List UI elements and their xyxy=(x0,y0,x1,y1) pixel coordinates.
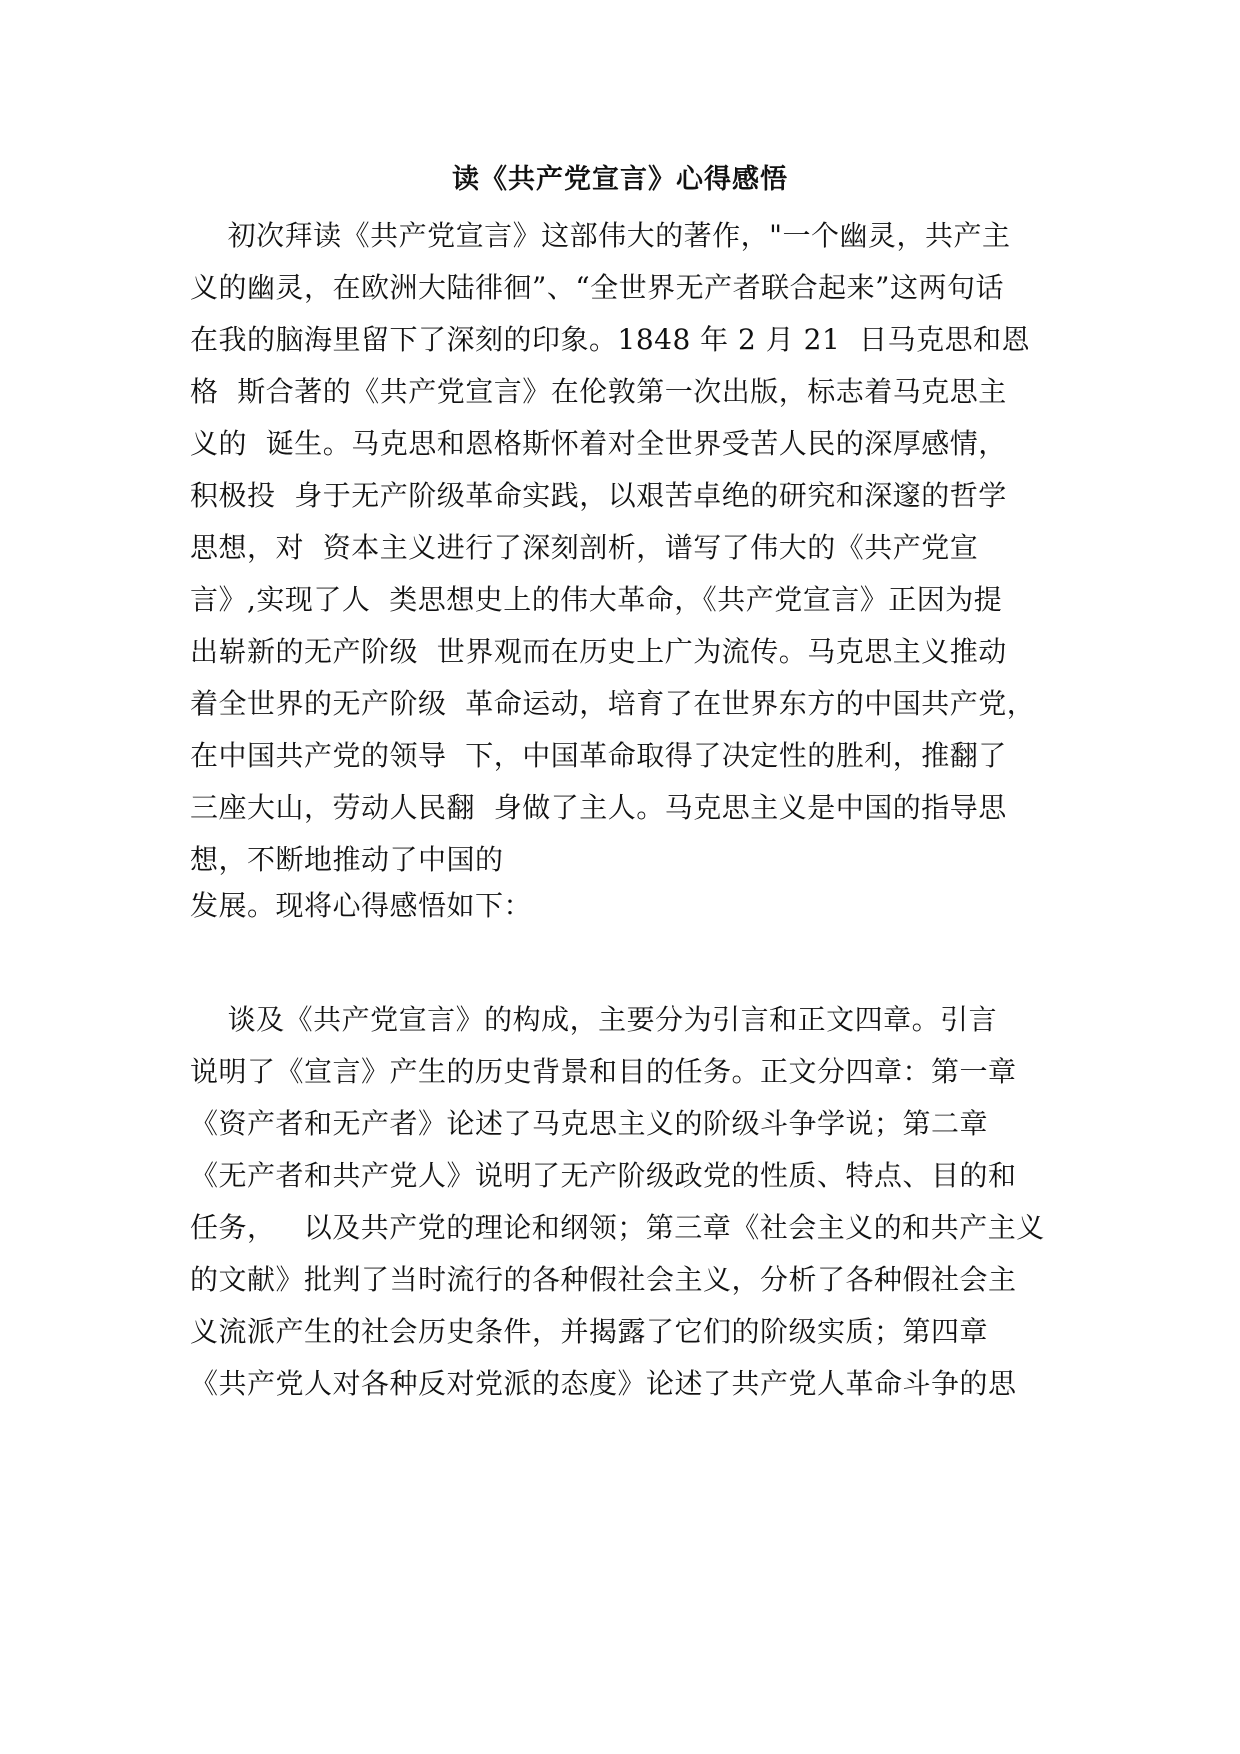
paragraph-line: 说明了《宣言》产生的历史背景和目的任务。正文分四章：第一章 xyxy=(190,1055,1017,1088)
paragraph-line: 三座大山，劳动人民翻 身做了主人。马克思主义是中国的指导思 xyxy=(190,791,1007,824)
paragraph-line: 在我的脑海里留下了深刻的印象。1848 年 2 月 21 日马克思和恩 xyxy=(190,323,1031,356)
paragraph-line: 初次拜读《共产党宣言》这部伟大的著作，"一个幽灵，共产主 xyxy=(190,219,1011,252)
paragraph-line: 义流派产生的社会历史条件，并揭露了它们的阶级实质；第四章 xyxy=(190,1315,989,1348)
paragraph-line: 《无产者和共产党人》说明了无产阶级政党的性质、特点、目的和 xyxy=(190,1159,1017,1192)
paragraph-line: 言》,实现了人 类思想史上的伟大革命，《共产党宣言》正因为提 xyxy=(190,583,1003,616)
paragraph-line: 的文献》批判了当时流行的各种假社会主义，分析了各种假社会主 xyxy=(190,1263,1017,1296)
document-title: 读《共产党宣言》心得感悟 xyxy=(452,164,788,195)
paragraph-line: 格 斯合著的《共产党宣言》在伦敦第一次出版，标志着马克思主 xyxy=(190,375,1007,408)
paragraph-line: 谈及《共产党宣言》的构成，主要分为引言和正文四章。引言 xyxy=(190,1003,998,1036)
paragraph-line: 积极投 身于无产阶级革命实践，以艰苦卓绝的研究和深邃的哲学 xyxy=(190,479,1007,512)
paragraph-line: 《资产者和无产者》论述了马克思主义的阶级斗争学说；第二章 xyxy=(190,1107,989,1140)
paragraph-line: 出崭新的无产阶级 世界观而在历史上广为流传。马克思主义推动 xyxy=(190,635,1007,668)
paragraph-line: 任务， 以及共产党的理论和纲领；第三章《社会主义的和共产主义 xyxy=(190,1211,1045,1244)
paragraph-line: 发展。现将心得感悟如下： xyxy=(190,889,533,922)
paragraph-line: 着全世界的无产阶级 革命运动，培育了在世界东方的中国共产党， xyxy=(190,687,1036,720)
paragraph-line: 想，不断地推动了中国的 xyxy=(190,843,504,876)
paragraph-line: 《共产党人对各种反对党派的态度》论述了共产党人革命斗争的思 xyxy=(190,1367,1017,1400)
paragraph-line: 义的 诞生。马克思和恩格斯怀着对全世界受苦人民的深厚感情， xyxy=(190,427,1007,460)
paragraph-line: 义的幽灵，在欧洲大陆徘徊”、“全世界无产者联合起来”这两句话 xyxy=(190,271,1004,304)
paragraph-line: 思想，对 资本主义进行了深刻剖析，谱写了伟大的《共产党宣 xyxy=(190,531,979,564)
paragraph-line: 在中国共产党的领导 下，中国革命取得了决定性的胜利，推翻了 xyxy=(190,739,1007,772)
